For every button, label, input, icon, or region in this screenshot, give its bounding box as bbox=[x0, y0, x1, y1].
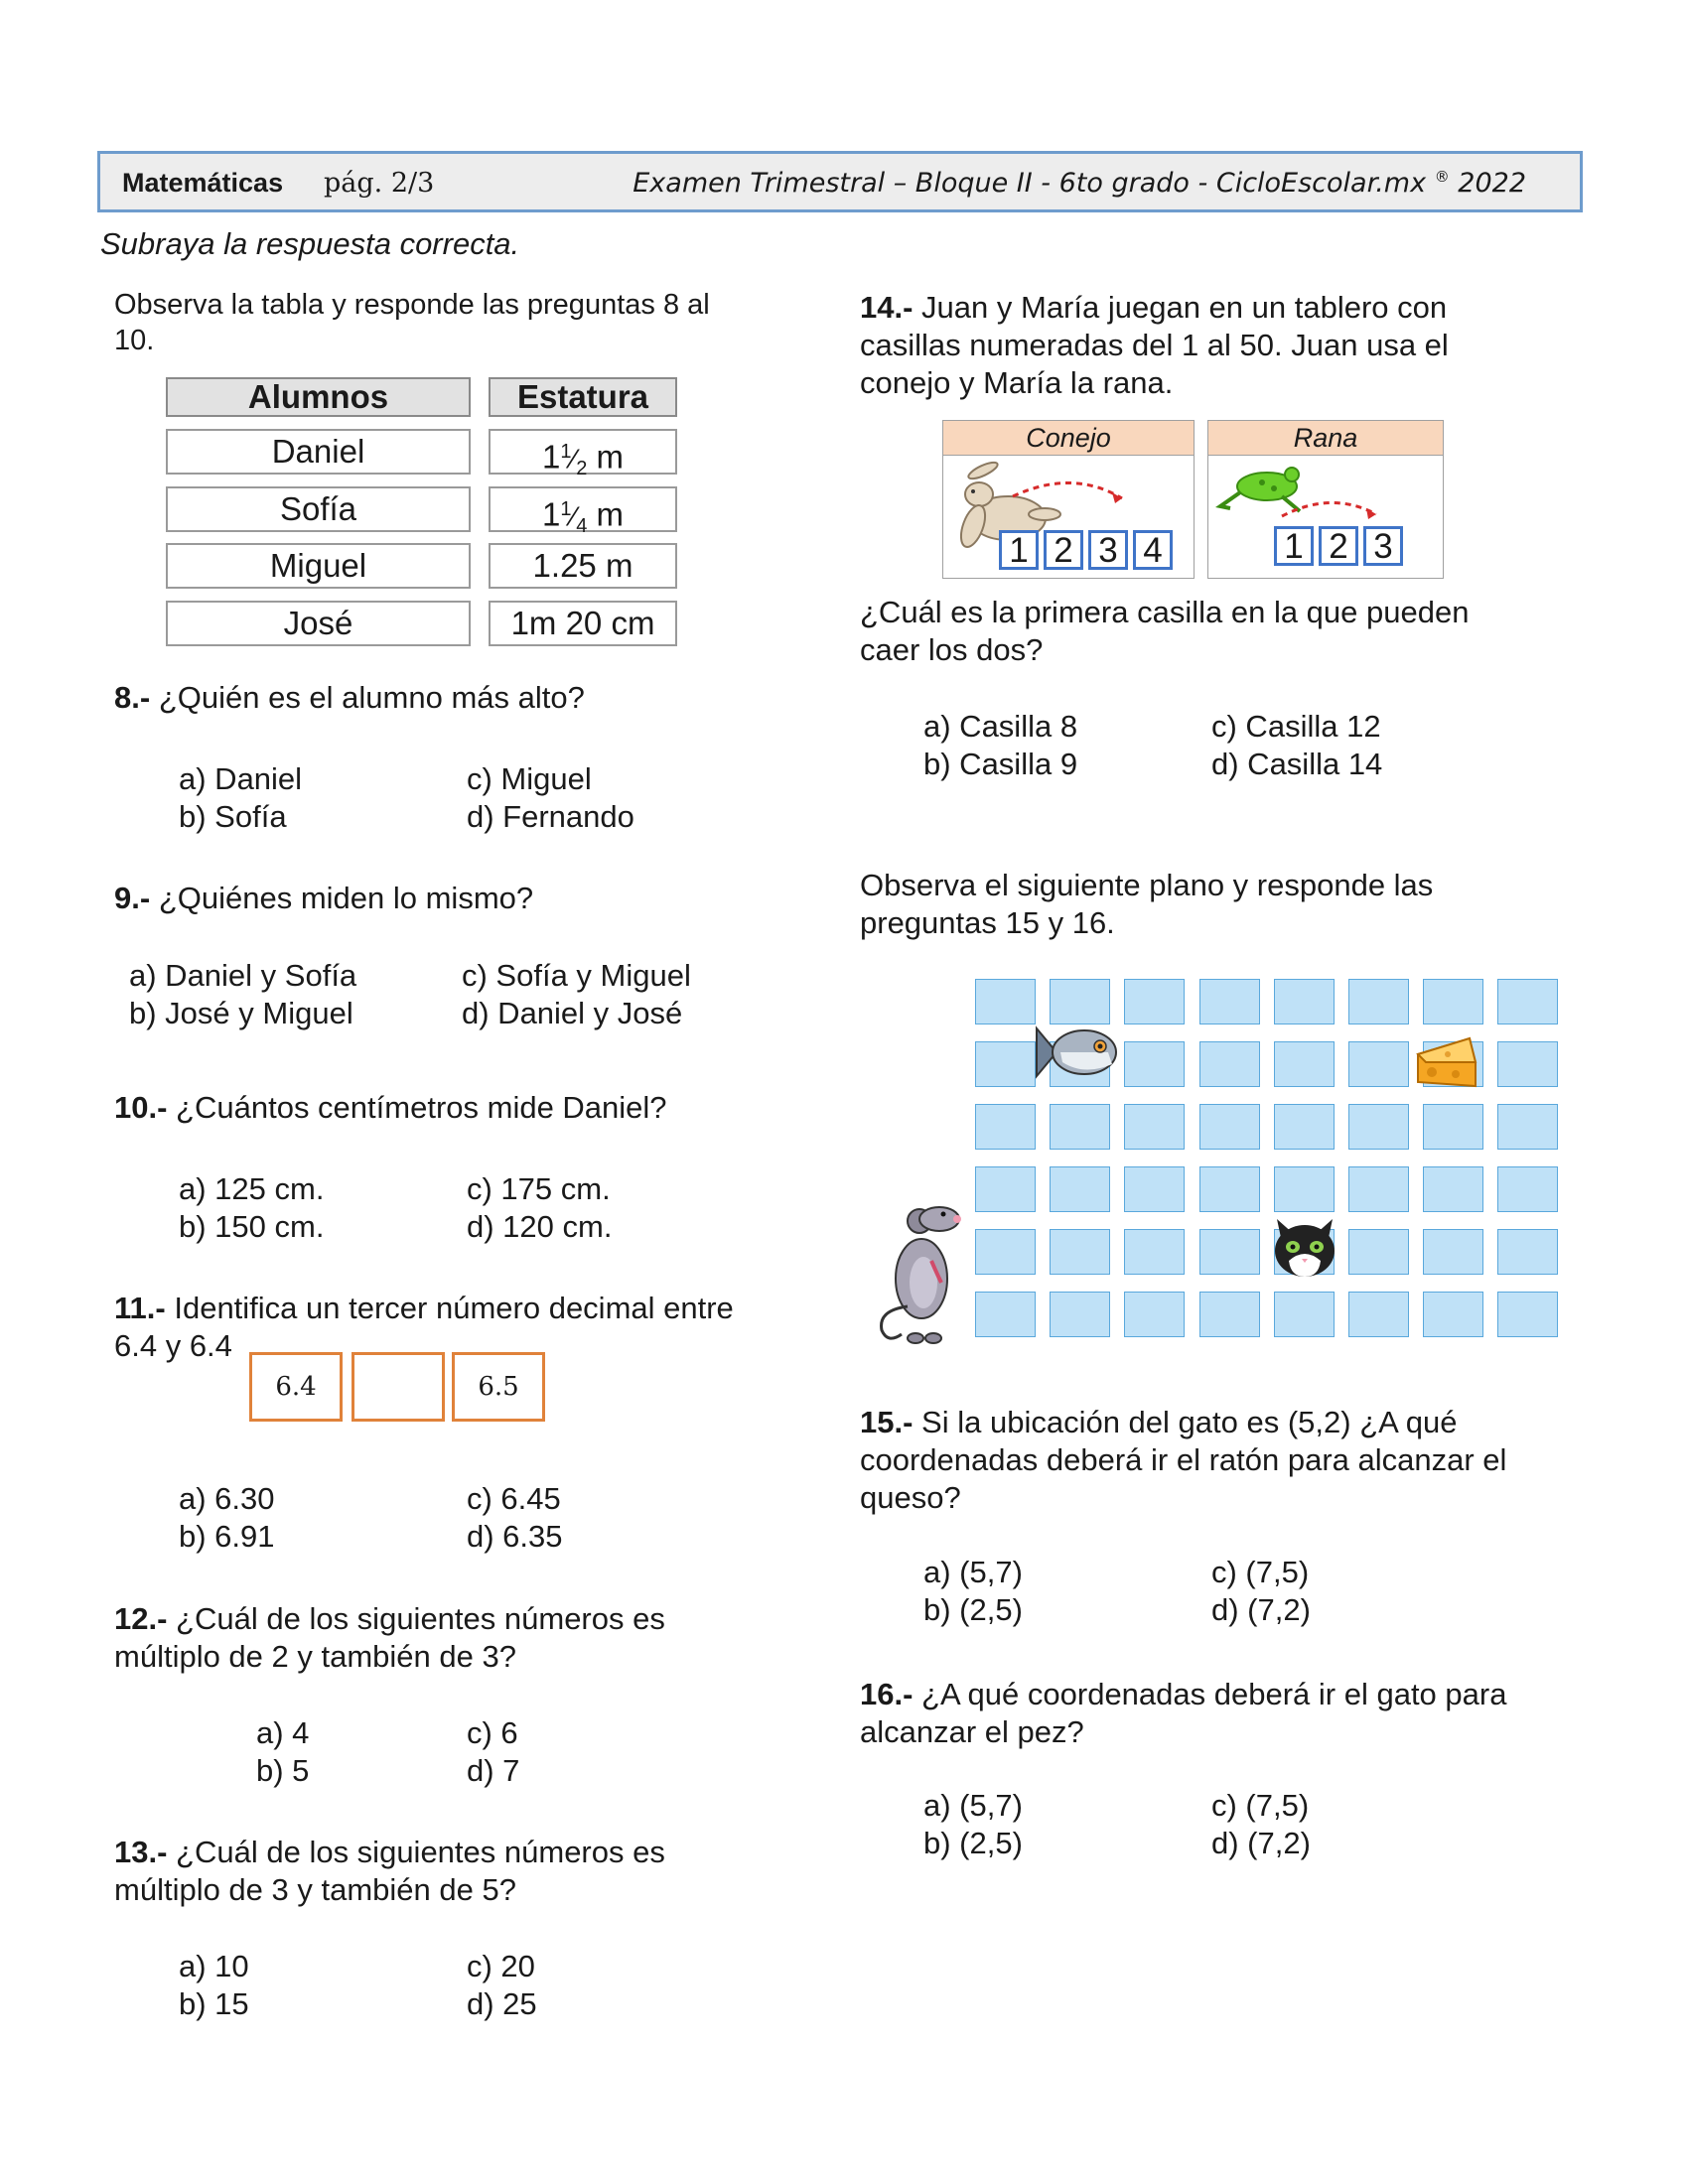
fish-icon bbox=[1033, 1023, 1122, 1082]
question-15-line2: coordenadas deberá ir el ratón para alcanzar el bbox=[860, 1442, 1507, 1477]
q11-option-b[interactable]: b) 6.91 bbox=[179, 1519, 275, 1554]
q14-option-d[interactable]: d) Casilla 14 bbox=[1211, 747, 1383, 781]
q15-option-a[interactable]: a) (5,7) bbox=[923, 1555, 1023, 1589]
question-11-line2: 6.4 y 6.4 bbox=[114, 1328, 232, 1363]
question-16-line2: alcanzar el pez? bbox=[860, 1714, 1084, 1749]
table-intro: Observa la tabla y responde las preguntas 8 al 10. bbox=[114, 289, 710, 356]
question-15: 15.- Si la ubicación del gato es (5,2) ¿A qué bbox=[860, 1405, 1458, 1439]
instruction: Subraya la respuesta correcta. bbox=[100, 226, 520, 261]
q16-option-c[interactable]: c) (7,5) bbox=[1211, 1788, 1310, 1823]
grid-cell bbox=[1348, 1041, 1409, 1087]
q9-option-b[interactable]: b) José y Miguel bbox=[129, 996, 353, 1030]
q11-option-a[interactable]: a) 6.30 bbox=[179, 1481, 275, 1516]
q12-option-d[interactable]: d) 7 bbox=[467, 1753, 520, 1788]
grid-cell bbox=[1274, 979, 1335, 1024]
grid-cell bbox=[975, 979, 1036, 1024]
grid-cell bbox=[1050, 1229, 1110, 1275]
frog-square-2: 2 bbox=[1319, 526, 1358, 566]
rabbit-square-2: 2 bbox=[1044, 530, 1083, 570]
grid-cell bbox=[1199, 1104, 1260, 1150]
q10-option-b[interactable]: b) 150 cm. bbox=[179, 1209, 325, 1244]
question-14: 14.- Juan y María juegan en un tablero con bbox=[860, 290, 1448, 325]
table-header-estatura: Estatura bbox=[489, 377, 677, 417]
grid-cell bbox=[1124, 1166, 1185, 1212]
grid-cell bbox=[1423, 979, 1483, 1024]
q13-option-a[interactable]: a) 10 bbox=[179, 1949, 249, 1983]
grid-cell bbox=[1274, 1166, 1335, 1212]
question-12: 12.- ¿Cuál de los siguientes números es bbox=[114, 1601, 665, 1636]
q9-option-d[interactable]: d) Daniel y José bbox=[462, 996, 683, 1030]
grid-cell bbox=[1348, 1229, 1409, 1275]
grid-cell bbox=[1274, 1104, 1335, 1150]
grid-cell bbox=[1124, 1229, 1185, 1275]
grid-cell bbox=[1423, 1104, 1483, 1150]
q14-option-a[interactable]: a) Casilla 8 bbox=[923, 709, 1078, 744]
grid-cell bbox=[1050, 1292, 1110, 1337]
q14-option-c[interactable]: c) Casilla 12 bbox=[1211, 709, 1381, 744]
frog-panel-title: Rana bbox=[1208, 421, 1443, 456]
q12-option-c[interactable]: c) 6 bbox=[467, 1715, 518, 1750]
q11-option-c[interactable]: c) 6.45 bbox=[467, 1481, 561, 1516]
grid-cell bbox=[1050, 1166, 1110, 1212]
grid-cell bbox=[1124, 1041, 1185, 1087]
registered-mark: ® bbox=[1434, 168, 1450, 186]
grid-cell bbox=[975, 1041, 1036, 1087]
table-cell-name: Daniel bbox=[166, 429, 471, 475]
q13-option-b[interactable]: b) 15 bbox=[179, 1986, 249, 2021]
q15-option-d[interactable]: d) (7,2) bbox=[1211, 1592, 1311, 1627]
grid-cell bbox=[1050, 1104, 1110, 1150]
question-8: 8.- ¿Quién es el alumno más alto? bbox=[114, 680, 585, 715]
cat-icon bbox=[1269, 1211, 1340, 1283]
q8-option-d[interactable]: d) Fernando bbox=[467, 799, 634, 834]
grid-cell bbox=[1497, 1041, 1558, 1087]
grid-cell bbox=[1124, 979, 1185, 1024]
cheese-icon bbox=[1412, 1032, 1481, 1092]
q9-option-c[interactable]: c) Sofía y Miguel bbox=[462, 958, 691, 993]
grid-cell bbox=[1274, 1041, 1335, 1087]
q15-option-c[interactable]: c) (7,5) bbox=[1211, 1555, 1310, 1589]
question-14-prompt-line2: caer los dos? bbox=[860, 632, 1044, 667]
grid-cell bbox=[1348, 1166, 1409, 1212]
exam-title: Examen Trimestral – Bloque II - 6to grado - CicloEscolar.mx ® 2022 bbox=[633, 168, 1526, 199]
grid-cell bbox=[975, 1104, 1036, 1150]
grid-cell bbox=[1348, 979, 1409, 1024]
question-14-line2: casillas numeradas del 1 al 50. Juan usa el bbox=[860, 328, 1449, 362]
grid-cell bbox=[1274, 1292, 1335, 1337]
mouse-icon bbox=[872, 1191, 971, 1350]
q12-option-a[interactable]: a) 4 bbox=[256, 1715, 310, 1750]
q16-option-a[interactable]: a) (5,7) bbox=[923, 1788, 1023, 1823]
plan-intro: Observa el siguiente plano y responde las bbox=[860, 868, 1434, 902]
question-10: 10.- ¿Cuántos centímetros mide Daniel? bbox=[114, 1090, 667, 1125]
grid-cell bbox=[975, 1166, 1036, 1212]
frog-panel bbox=[1207, 420, 1444, 579]
q8-option-a[interactable]: a) Daniel bbox=[179, 761, 303, 796]
frog-square-1: 1 bbox=[1274, 526, 1314, 566]
grid-cell bbox=[1497, 1166, 1558, 1212]
grid-cell bbox=[1050, 979, 1110, 1024]
decimal-box-left: 6.4 bbox=[249, 1352, 343, 1422]
question-16: 16.- ¿A qué coordenadas deberá ir el gato para bbox=[860, 1677, 1507, 1711]
question-15-line3: queso? bbox=[860, 1480, 961, 1515]
decimal-box-answer[interactable] bbox=[352, 1352, 445, 1422]
q15-option-b[interactable]: b) (2,5) bbox=[923, 1592, 1023, 1627]
q10-option-c[interactable]: c) 175 cm. bbox=[467, 1171, 611, 1206]
q10-option-d[interactable]: d) 120 cm. bbox=[467, 1209, 613, 1244]
q10-option-a[interactable]: a) 125 cm. bbox=[179, 1171, 325, 1206]
grid-cell bbox=[1497, 979, 1558, 1024]
q14-option-b[interactable]: b) Casilla 9 bbox=[923, 747, 1078, 781]
q8-option-c[interactable]: c) Miguel bbox=[467, 761, 592, 796]
grid-cell bbox=[1497, 1104, 1558, 1150]
page-header bbox=[97, 151, 1583, 212]
q16-option-b[interactable]: b) (2,5) bbox=[923, 1826, 1023, 1860]
grid-cell bbox=[1348, 1292, 1409, 1337]
table-header-alumnos: Alumnos bbox=[166, 377, 471, 417]
grid-cell bbox=[1124, 1104, 1185, 1150]
rabbit-square-1: 1 bbox=[999, 530, 1039, 570]
rabbit-panel-title: Conejo bbox=[943, 421, 1194, 456]
question-9: 9.- ¿Quiénes miden lo mismo? bbox=[114, 881, 534, 915]
frog-square-3: 3 bbox=[1363, 526, 1403, 566]
grid-cell bbox=[1348, 1104, 1409, 1150]
question-14-line3: conejo y María la rana. bbox=[860, 365, 1174, 400]
question-11: 11.- Identifica un tercer número decimal entre bbox=[114, 1291, 734, 1325]
q16-option-d[interactable]: d) (7,2) bbox=[1211, 1826, 1311, 1860]
table-cell-name: Miguel bbox=[166, 543, 471, 589]
grid-cell bbox=[975, 1229, 1036, 1275]
plan-intro-line2: preguntas 15 y 16. bbox=[860, 905, 1115, 940]
q13-option-c[interactable]: c) 20 bbox=[467, 1949, 535, 1983]
grid-cell bbox=[975, 1292, 1036, 1337]
grid-cell bbox=[1423, 1292, 1483, 1337]
question-13: 13.- ¿Cuál de los siguientes números es bbox=[114, 1835, 665, 1869]
q13-option-d[interactable]: d) 25 bbox=[467, 1986, 537, 2021]
question-12-line2: múltiplo de 2 y también de 3? bbox=[114, 1639, 516, 1674]
table-cell-height: $1^1⁄_2$ m bbox=[489, 429, 677, 475]
table-cell-height: 1.25 m bbox=[489, 543, 677, 589]
grid-cell bbox=[1423, 1166, 1483, 1212]
grid-cell bbox=[1423, 1229, 1483, 1275]
grid-cell bbox=[1199, 1229, 1260, 1275]
page-number: pág. 2/3 bbox=[324, 168, 435, 199]
rabbit-square-3: 3 bbox=[1088, 530, 1128, 570]
grid-cell bbox=[1199, 1041, 1260, 1087]
subject-title: Matemáticas bbox=[122, 168, 284, 198]
q11-option-d[interactable]: d) 6.35 bbox=[467, 1519, 563, 1554]
grid-cell bbox=[1124, 1292, 1185, 1337]
rabbit-square-4: 4 bbox=[1133, 530, 1173, 570]
table-cell-name: José bbox=[166, 601, 471, 646]
decimal-box-right: 6.5 bbox=[452, 1352, 545, 1422]
q9-option-a[interactable]: a) Daniel y Sofía bbox=[129, 958, 357, 993]
grid-cell bbox=[1199, 979, 1260, 1024]
rabbit-panel bbox=[942, 420, 1195, 579]
question-13-line2: múltiplo de 3 y también de 5? bbox=[114, 1872, 516, 1907]
table-cell-name: Sofía bbox=[166, 486, 471, 532]
table-cell-height: $1^1⁄_4$ m bbox=[489, 486, 677, 532]
q12-option-b[interactable]: b) 5 bbox=[256, 1753, 310, 1788]
question-14-prompt: ¿Cuál es la primera casilla en la que pueden bbox=[860, 595, 1470, 629]
grid-cell bbox=[1497, 1292, 1558, 1337]
q8-option-b[interactable]: b) Sofía bbox=[179, 799, 287, 834]
table-cell-height: 1m 20 cm bbox=[489, 601, 677, 646]
grid-cell bbox=[1497, 1229, 1558, 1275]
grid-cell bbox=[1199, 1166, 1260, 1212]
grid-cell bbox=[1199, 1292, 1260, 1337]
